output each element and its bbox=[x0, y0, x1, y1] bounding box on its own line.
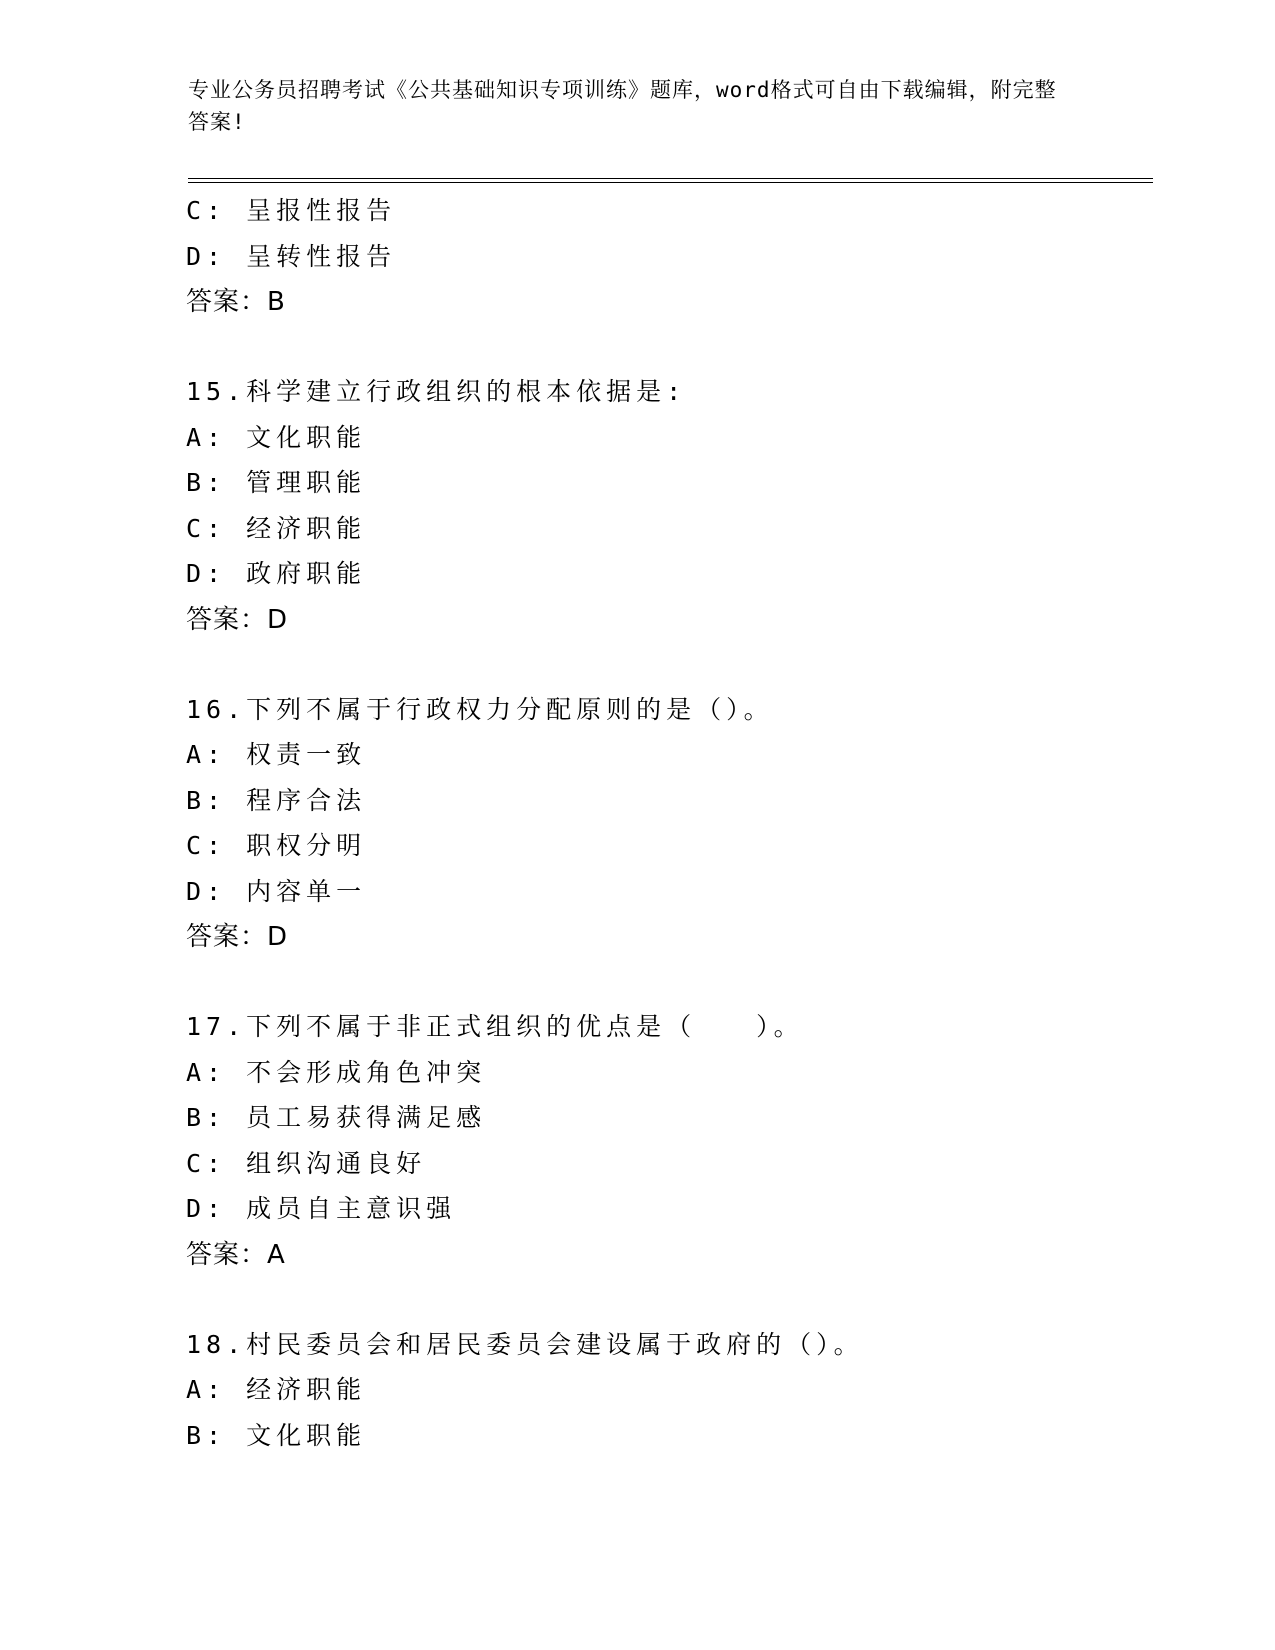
option: C: 呈报性报告 bbox=[186, 196, 397, 225]
question-18 bbox=[186, 1322, 1146, 1459]
option: A: 不会形成角色冲突 bbox=[186, 1057, 487, 1087]
option: B: 程序合法 bbox=[186, 785, 367, 815]
question-list bbox=[186, 188, 1146, 1458]
question-stem: 15.科学建立行政组织的根本依据是: bbox=[186, 377, 687, 406]
header-rule-secondary bbox=[188, 182, 1153, 183]
page-header bbox=[188, 74, 1068, 138]
answer: 答案：D bbox=[186, 922, 289, 952]
answer: 答案：A bbox=[186, 1239, 286, 1270]
option: A: 权责一致 bbox=[186, 740, 367, 769]
option: B: 文化职能 bbox=[186, 1420, 367, 1450]
option: B: 管理职能 bbox=[186, 468, 367, 497]
option: B: 员工易获得满足感 bbox=[186, 1103, 487, 1132]
question-stem: 18.村民委员会和居民委员会建设属于政府的（）。 bbox=[186, 1329, 864, 1359]
option: D: 内容单一 bbox=[186, 876, 367, 906]
option: A: 经济职能 bbox=[186, 1375, 367, 1404]
option: C: 职权分明 bbox=[186, 831, 367, 860]
option: C: 经济职能 bbox=[186, 513, 367, 543]
option: D: 政府职能 bbox=[186, 559, 367, 588]
question-stem: 17.下列不属于非正式组织的优点是（ ）。 bbox=[186, 1012, 804, 1041]
option: C: 组织沟通良好 bbox=[186, 1148, 427, 1178]
question-16 bbox=[186, 687, 1146, 961]
question-stem: 16.下列不属于行政权力分配原则的是（）。 bbox=[186, 694, 774, 724]
option: D: 呈转性报告 bbox=[186, 241, 397, 271]
header-text: 专业公务员招聘考试《公共基础知识专项训练》题库，word格式可自由下载编辑，附完整答案! bbox=[188, 78, 1057, 134]
question-17 bbox=[186, 1004, 1146, 1278]
question-15 bbox=[186, 369, 1146, 643]
answer: 答案：D bbox=[186, 604, 289, 635]
answer: 答案：B bbox=[186, 287, 286, 317]
option: D: 成员自主意识强 bbox=[186, 1194, 457, 1223]
partial-question bbox=[186, 188, 1146, 325]
header-rule bbox=[188, 178, 1153, 179]
option: A: 文化职能 bbox=[186, 422, 367, 452]
